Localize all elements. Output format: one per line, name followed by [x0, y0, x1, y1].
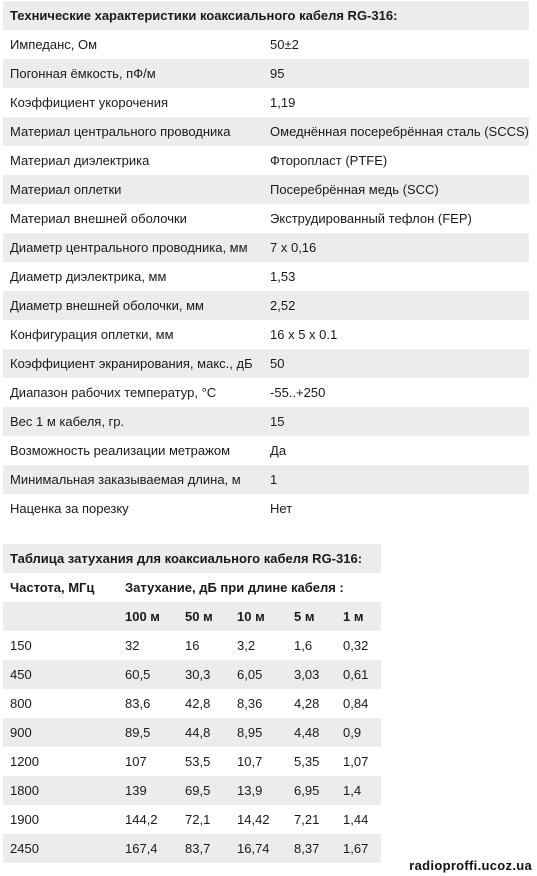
spec-row — [3, 262, 529, 291]
spec-row — [3, 349, 529, 378]
spec-row — [3, 494, 529, 523]
attenuation-value: 4,48 — [287, 718, 336, 747]
attenuation-value: 8,36 — [230, 689, 287, 718]
attenuation-value: 0,32 — [336, 631, 381, 660]
frequency-cell: 450 — [3, 660, 118, 689]
spec-name: Погонная ёмкость, пФ/м — [3, 59, 263, 88]
spec-row — [3, 465, 529, 494]
spec-row — [3, 88, 529, 117]
spec-name: Диапазон рабочих температур, °С — [3, 378, 263, 407]
frequency-header: Частота, МГц — [3, 573, 118, 602]
attenuation-value: 3,2 — [230, 631, 287, 660]
attenuation-value: 69,5 — [178, 776, 230, 805]
attenuation-title-row — [3, 544, 381, 573]
attenuation-value: 8,95 — [230, 718, 287, 747]
spec-name: Материал оплетки — [3, 175, 263, 204]
spec-name: Диаметр внешней оболочки, мм — [3, 291, 263, 320]
attenuation-value: 42,8 — [178, 689, 230, 718]
spec-value: 1,19 — [263, 88, 529, 117]
attenuation-value: 83,7 — [178, 834, 230, 863]
length-header-blank — [3, 602, 118, 631]
attenuation-value: 0,84 — [336, 689, 381, 718]
spec-value: Экструдированный тефлон (FEP) — [263, 204, 529, 233]
spec-value: 15 — [263, 407, 529, 436]
attenuation-value: 144,2 — [118, 805, 178, 834]
frequency-cell: 900 — [3, 718, 118, 747]
attenuation-value: 6,95 — [287, 776, 336, 805]
spec-value: Омеднённая посеребрённая сталь (SCCS) — [263, 117, 529, 146]
attenuation-value: 1,67 — [336, 834, 381, 863]
attenuation-value: 72,1 — [178, 805, 230, 834]
attenuation-value: 60,5 — [118, 660, 178, 689]
attenuation-value: 1,44 — [336, 805, 381, 834]
spec-row — [3, 233, 529, 262]
attenuation-row — [3, 776, 381, 805]
spec-value: 95 — [263, 59, 529, 88]
spec-value: 1,53 — [263, 262, 529, 291]
attenuation-value: 6,05 — [230, 660, 287, 689]
spec-name: Конфигурация оплетки, мм — [3, 320, 263, 349]
spec-name: Возможность реализации метражом — [3, 436, 263, 465]
specs-title-row — [3, 1, 529, 30]
frequency-cell: 800 — [3, 689, 118, 718]
attenuation-value: 14,42 — [230, 805, 287, 834]
spec-row — [3, 320, 529, 349]
attenuation-row — [3, 747, 381, 776]
length-header-row — [3, 602, 381, 631]
spec-row — [3, 436, 529, 465]
length-header: 10 м — [230, 602, 287, 631]
length-header: 1 м — [336, 602, 381, 631]
attenuation-row — [3, 718, 381, 747]
attenuation-value: 0,61 — [336, 660, 381, 689]
spec-name: Коэффициент экранирования, макс., дБ — [3, 349, 263, 378]
attenuation-value: 10,7 — [230, 747, 287, 776]
spec-value: 50 — [263, 349, 529, 378]
spec-value: 16 x 5 x 0.1 — [263, 320, 529, 349]
spec-name: Диаметр диэлектрика, мм — [3, 262, 263, 291]
frequency-cell: 1900 — [3, 805, 118, 834]
specs-title: Технические характеристики коаксиального кабеля RG-316: — [3, 1, 529, 30]
attenuation-value: 139 — [118, 776, 178, 805]
spec-value: Да — [263, 436, 529, 465]
attenuation-header-row — [3, 573, 381, 602]
spec-row — [3, 146, 529, 175]
attenuation-row — [3, 631, 381, 660]
spec-name: Материал центрального проводника — [3, 117, 263, 146]
attenuation-title: Таблица затухания для коаксиального кабеля RG-316: — [3, 544, 381, 573]
attenuation-row — [3, 834, 381, 863]
frequency-cell: 1200 — [3, 747, 118, 776]
length-header: 100 м — [118, 602, 178, 631]
spec-value: -55..+250 — [263, 378, 529, 407]
attenuation-row — [3, 689, 381, 718]
attenuation-value: 3,03 — [287, 660, 336, 689]
frequency-cell: 1800 — [3, 776, 118, 805]
spec-row — [3, 30, 529, 59]
attenuation-value: 167,4 — [118, 834, 178, 863]
attenuation-value: 89,5 — [118, 718, 178, 747]
attenuation-value: 1,6 — [287, 631, 336, 660]
attenuation-table — [3, 544, 381, 863]
attenuation-value: 44,8 — [178, 718, 230, 747]
spec-name: Коэффициент укорочения — [3, 88, 263, 117]
attenuation-value: 13,9 — [230, 776, 287, 805]
attenuation-value: 7,21 — [287, 805, 336, 834]
attenuation-row — [3, 805, 381, 834]
spec-value: 1 — [263, 465, 529, 494]
spec-value: 7 x 0,16 — [263, 233, 529, 262]
spec-row — [3, 204, 529, 233]
spec-value: Нет — [263, 494, 529, 523]
attenuation-value: 5,35 — [287, 747, 336, 776]
frequency-cell: 2450 — [3, 834, 118, 863]
attenuation-row — [3, 660, 381, 689]
spec-value: 2,52 — [263, 291, 529, 320]
spec-row — [3, 175, 529, 204]
spec-row — [3, 59, 529, 88]
spec-name: Минимальная заказываемая длина, м — [3, 465, 263, 494]
attenuation-value: 1,07 — [336, 747, 381, 776]
attenuation-value: 107 — [118, 747, 178, 776]
attenuation-value: 30,3 — [178, 660, 230, 689]
spec-name: Наценка за порезку — [3, 494, 263, 523]
spec-value: Фторопласт (PTFE) — [263, 146, 529, 175]
attenuation-value: 53,5 — [178, 747, 230, 776]
spec-name: Импеданс, Ом — [3, 30, 263, 59]
attenuation-value: 83,6 — [118, 689, 178, 718]
spec-name: Материал диэлектрика — [3, 146, 263, 175]
site-watermark: radioproffi.ucoz.ua — [409, 858, 532, 873]
frequency-cell: 150 — [3, 631, 118, 660]
spec-row — [3, 378, 529, 407]
length-header: 5 м — [287, 602, 336, 631]
length-header: 50 м — [178, 602, 230, 631]
attenuation-value: 4,28 — [287, 689, 336, 718]
spec-name: Материал внешней оболочки — [3, 204, 263, 233]
attenuation-header: Затухание, дБ при длине кабеля : — [118, 573, 381, 602]
spec-row — [3, 117, 529, 146]
spec-value: Посеребрённая медь (SCC) — [263, 175, 529, 204]
attenuation-value: 0,9 — [336, 718, 381, 747]
spec-value: 50±2 — [263, 30, 529, 59]
attenuation-value: 8,37 — [287, 834, 336, 863]
attenuation-value: 32 — [118, 631, 178, 660]
attenuation-value: 16,74 — [230, 834, 287, 863]
spec-row — [3, 291, 529, 320]
spec-row — [3, 407, 529, 436]
attenuation-value: 16 — [178, 631, 230, 660]
specs-table — [3, 1, 529, 523]
attenuation-value: 1,4 — [336, 776, 381, 805]
spec-name: Вес 1 м кабеля, гр. — [3, 407, 263, 436]
spec-name: Диаметр центрального проводника, мм — [3, 233, 263, 262]
